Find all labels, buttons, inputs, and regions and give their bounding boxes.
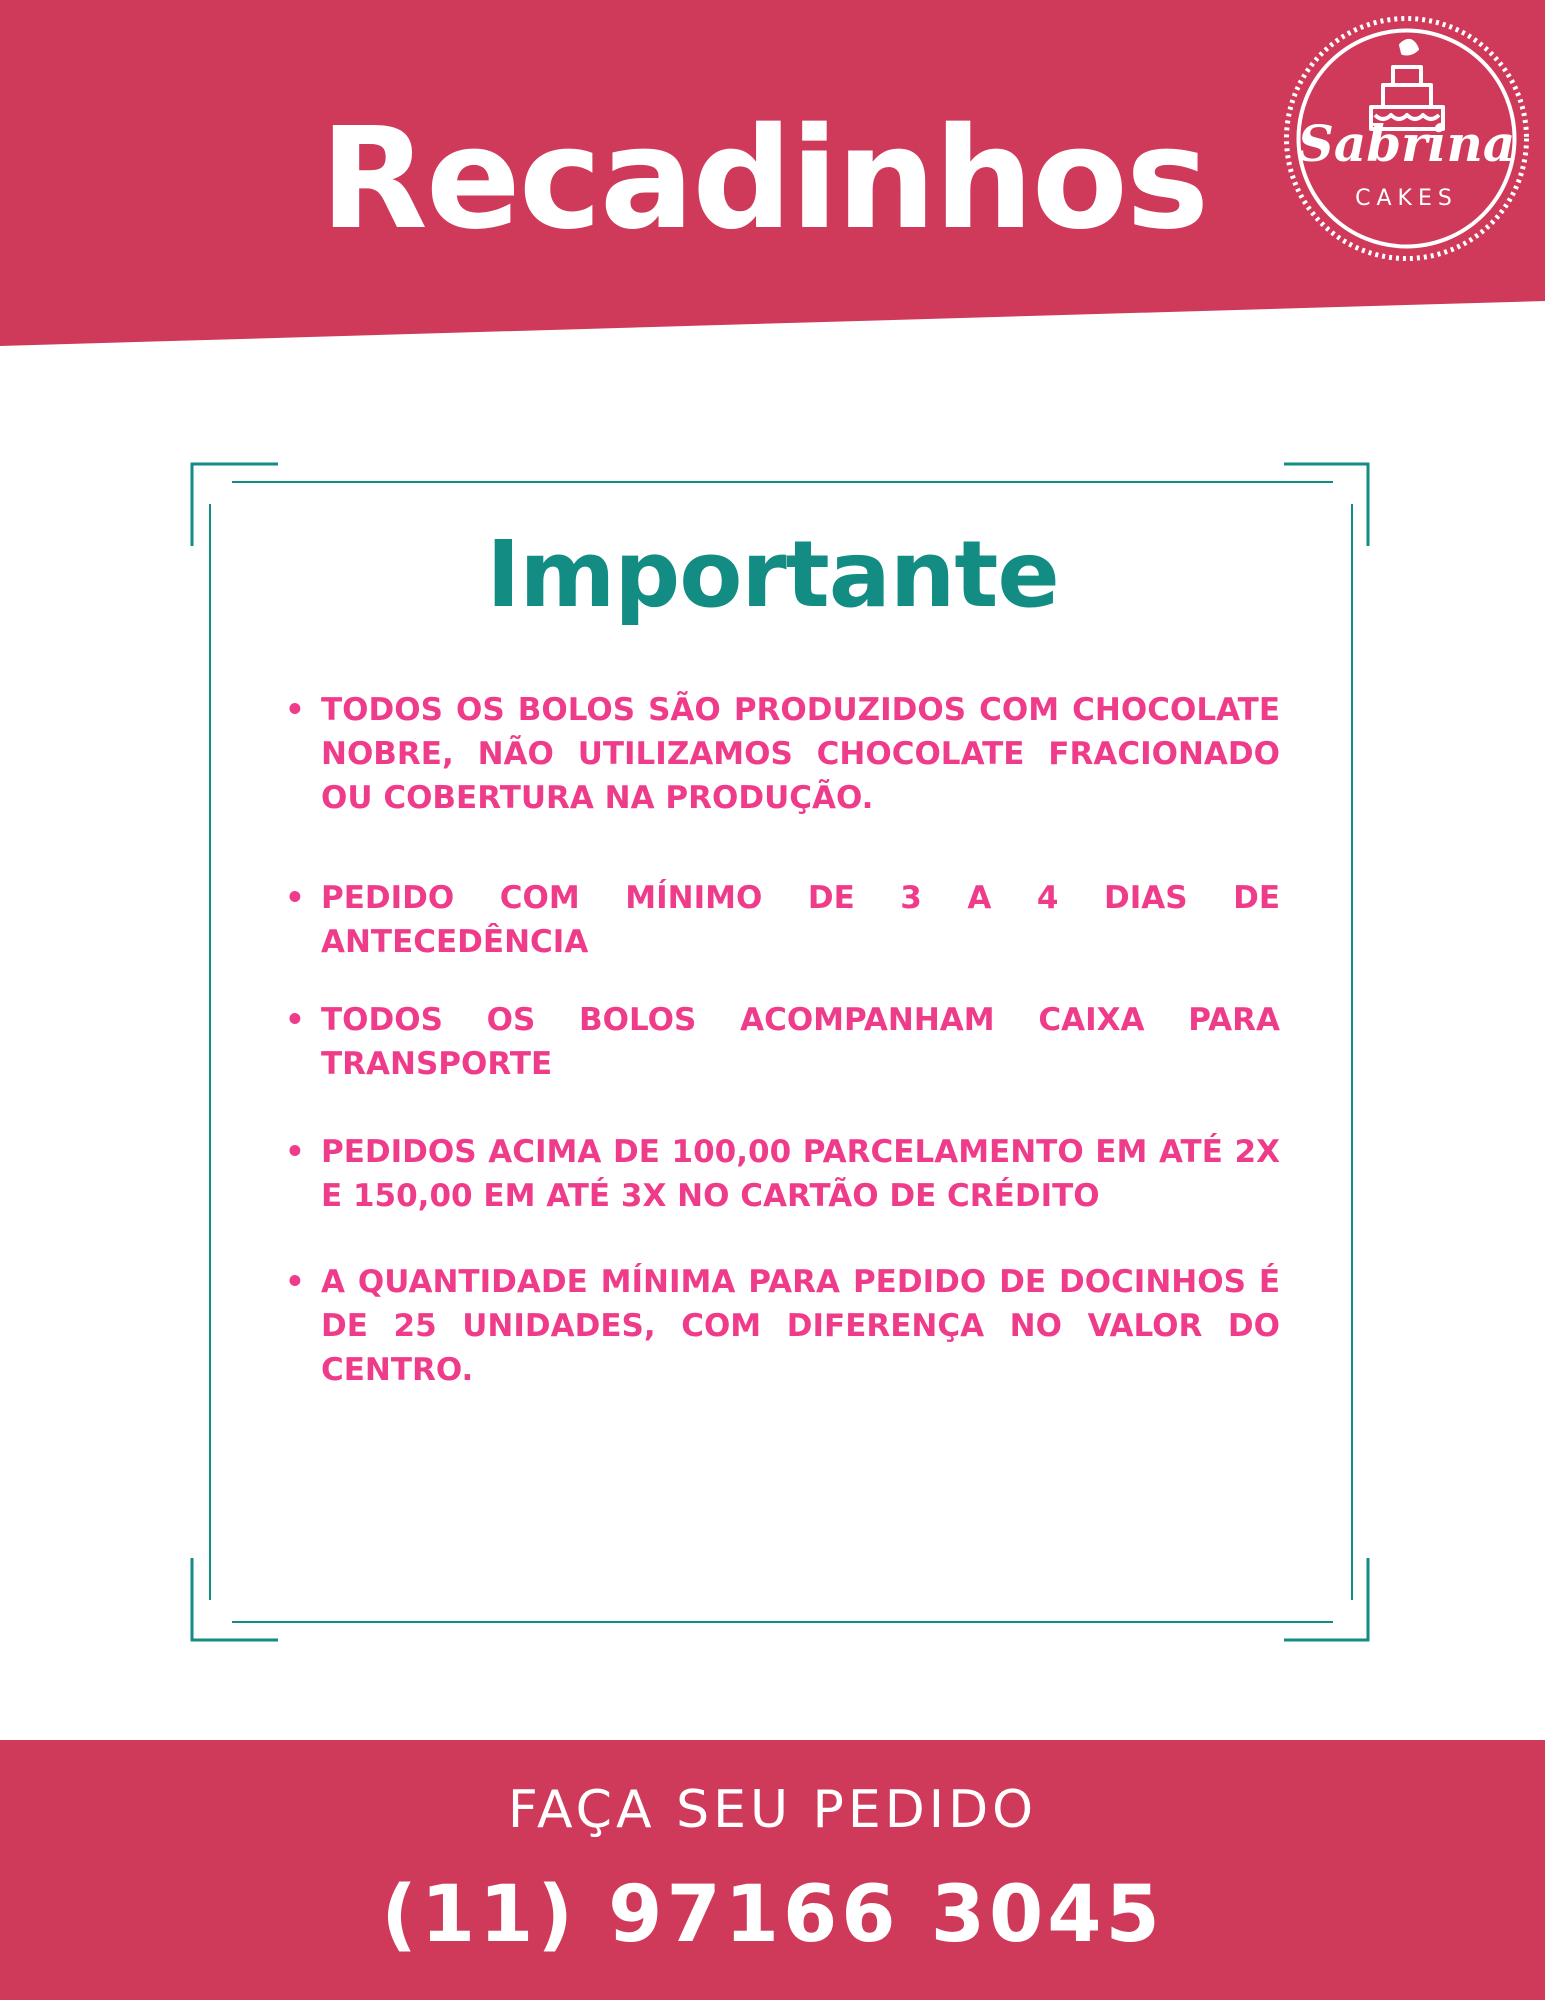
list-item-text: A QUANTIDADE MÍNIMA PARA PEDIDO DE DOCINHOS É DE 25 UNIDADES, COM DIFERENÇA NO VALOR DO CENTRO.	[321, 1264, 1280, 1388]
list-item-text: PEDIDO COM MÍNIMO DE 3 A 4 DIAS DE ANTECEDÊNCIA	[321, 880, 1280, 960]
bullet: •	[285, 1264, 305, 1300]
logo-subtitle: CAKES	[1355, 186, 1458, 211]
list-item-text: TODOS OS BOLOS SÃO PRODUZIDOS COM CHOCOLATE NOBRE, NÃO UTILIZAMOS CHOCOLATE FRACIONADO OU COBERTURA NA PRODUÇÃO.	[321, 692, 1280, 816]
bullet: •	[285, 692, 305, 728]
phone-number: (11) 97166 3045	[381, 1870, 1164, 1960]
list-item	[285, 1260, 1280, 1392]
list-item	[285, 688, 1280, 820]
notice-list	[285, 688, 1280, 1434]
page-title: Recadinhos	[320, 98, 1208, 261]
notice-title: Importante	[486, 521, 1059, 628]
bullet: •	[285, 1134, 305, 1170]
list-item	[285, 1130, 1280, 1218]
list-item-text: TODOS OS BOLOS ACOMPANHAM CAIXA PARA TRANSPORTE	[321, 1002, 1280, 1082]
list-item	[285, 998, 1280, 1086]
bullet: •	[285, 880, 305, 916]
list-item-text: PEDIDOS ACIMA DE 100,00 PARCELAMENTO EM ATÉ 2X E 150,00 EM ATÉ 3X NO CARTÃO DE CRÉDITO	[321, 1134, 1280, 1214]
list-item	[285, 876, 1280, 964]
logo-name: Sabrina	[1297, 114, 1516, 173]
bullet: •	[285, 1002, 305, 1038]
order-call-to-action: FAÇA SEU PEDIDO	[507, 1780, 1038, 1840]
sabrina-cakes-logo	[1283, 15, 1530, 262]
